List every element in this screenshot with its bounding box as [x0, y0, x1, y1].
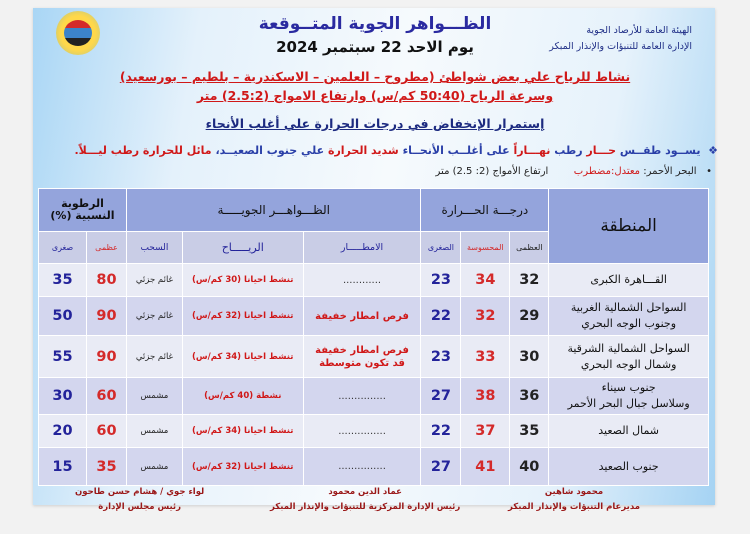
- temperature-trend: إستمرار الإنخفاض في درجات الحرارة علي أغلب الأنحاء: [205, 116, 545, 131]
- wind-cell: تنشط احيانا (32 كم/س): [182, 448, 303, 486]
- wind-cell: تنشط احيانا (34 كم/س): [182, 415, 303, 448]
- temp-min-cell: 27: [421, 448, 461, 486]
- rain-text: ...............: [338, 461, 386, 472]
- clouds-cell: مشمس: [126, 448, 182, 486]
- header-hum-min: صغرى: [39, 232, 87, 264]
- rain-cell: [303, 336, 421, 378]
- clouds-cell: غائم جزئي: [126, 336, 182, 378]
- region-name: السواحل الشمالية الشرقية: [567, 341, 690, 355]
- humidity-min-cell: 55: [39, 336, 87, 378]
- wind-cell: تنشط احيانا (32 كم/س): [182, 297, 303, 336]
- rain-text: قد تكون متوسطة: [319, 357, 405, 369]
- signature-title: مديرعام التنبؤات والإنذار المبكر: [508, 502, 640, 512]
- clouds-cell: مشمس: [126, 378, 182, 415]
- bullet-dot-icon: •: [699, 166, 712, 177]
- summary-day: نهـــاراً: [513, 144, 551, 157]
- temp-max-cell: 32: [510, 264, 549, 297]
- region-cell: [549, 378, 709, 415]
- rain-cell: [303, 264, 421, 297]
- rain-text: ...............: [338, 425, 386, 437]
- summary-text: يســود طقــس: [619, 144, 701, 157]
- rain-text: فرص امطار خفيفة: [315, 344, 409, 356]
- signature-name: محمود شاهين: [544, 487, 604, 497]
- humidity-min-cell: 15: [39, 448, 87, 486]
- org-name: الهيئة العامة للأرصاد الجوية: [586, 25, 692, 36]
- region-name: السواحل الشمالية الغربية: [570, 301, 687, 315]
- temp-min-cell: 23: [421, 264, 461, 297]
- region-name: القـــاهرة الكبرى: [590, 273, 667, 287]
- wind-cell: تنشط احيانا (30 كم/س): [182, 264, 303, 297]
- table-row: [39, 264, 709, 297]
- table-row: [39, 448, 709, 486]
- temp-feels-cell: 37: [461, 415, 510, 448]
- header-hum-max: عظمى: [87, 232, 127, 264]
- table-row: [39, 297, 709, 336]
- rain-cell: [303, 378, 421, 415]
- summary-south: علي جنوب الصعيــد،: [215, 144, 325, 157]
- region-cell: [549, 336, 709, 378]
- header-rain: الامطـــــار: [303, 232, 421, 264]
- summary-night: مائل للحرارة رطب ليـــلاً.: [74, 144, 212, 157]
- header-temp-max: العظمى: [510, 232, 549, 264]
- region-name: وشمال الوجه البحري: [580, 357, 677, 371]
- humidity-max-cell: 80: [87, 264, 127, 297]
- summary-areas: على أغلــب الأنحــاء: [402, 144, 510, 157]
- humidity-max-cell: 60: [87, 378, 127, 415]
- temp-feels-cell: 41: [461, 448, 510, 486]
- wind-cell: تنشط احيانا (34 كم/س): [182, 336, 303, 378]
- table-row: [39, 378, 709, 415]
- header-phenomena: الظـــواهـــر الجويـــــة: [126, 189, 420, 232]
- signature-1: [508, 487, 640, 512]
- summary-very-hot: شديد الحرارة: [327, 144, 399, 157]
- humidity-max-cell: 35: [87, 448, 127, 486]
- humidity-label-2: النسبية (%): [50, 209, 115, 222]
- signature-name: لواء جوي / هشام حسن طاحون: [75, 487, 205, 497]
- signature-2: [270, 487, 460, 512]
- header-clouds: السحب: [126, 232, 182, 264]
- humidity-min-cell: 35: [39, 264, 87, 297]
- temp-max-cell: 29: [510, 297, 549, 336]
- rain-cell: [303, 415, 421, 448]
- temp-max-cell: 35: [510, 415, 549, 448]
- humidity-label-1: الرطوبة: [61, 196, 104, 210]
- red-sea-label: البحر الأحمر:: [643, 166, 697, 177]
- region-name: جنوب الصعيد: [598, 459, 659, 473]
- temp-min-cell: 23: [421, 336, 461, 378]
- header-region: المنطقة: [549, 189, 709, 264]
- rain-text: ............: [342, 274, 382, 286]
- temp-min-cell: 22: [421, 415, 461, 448]
- wind-warning-line2: وسرعة الرياح (50:40 كم/س) وارتفاع الامواج (2.5:2) متر: [196, 88, 554, 103]
- red-sea-status: [436, 166, 712, 177]
- temp-feels-cell: 38: [461, 378, 510, 415]
- temp-min-cell: 22: [421, 297, 461, 336]
- red-sea-state: معتدل:مضطرب: [573, 166, 641, 177]
- header-temp-feels: المحسوسة: [461, 232, 510, 264]
- signature-title: رئيس مجلس الإدارة: [98, 502, 182, 512]
- weather-summary: [74, 144, 718, 157]
- clouds-cell: غائم جزئي: [126, 297, 182, 336]
- rain-text: فرص امطار خفيفة: [315, 310, 409, 322]
- region-name: وجنوب الوجه البحري: [581, 317, 677, 330]
- region-cell: [549, 264, 709, 297]
- rain-cell: [303, 297, 421, 336]
- temp-feels-cell: 33: [461, 336, 510, 378]
- header-temp-min: الصغرى: [421, 232, 461, 264]
- region-name: شمال الصعيد: [598, 424, 660, 438]
- temp-max-cell: 36: [510, 378, 549, 415]
- region-cell: [549, 415, 709, 448]
- clouds-cell: مشمس: [126, 415, 182, 448]
- forecast-date: يوم الاحد 22 سبتمبر 2024: [276, 38, 474, 56]
- forecast-table: [38, 188, 709, 486]
- signature-3: [75, 487, 204, 512]
- clouds-cell: غائم جزئي: [126, 264, 182, 297]
- region-name: وسلاسل جبال البحر الأحمر: [567, 397, 690, 410]
- wind-cell: نشطة (40 كم/س): [182, 378, 303, 415]
- region-cell: [549, 448, 709, 486]
- page-title: الظـــواهر الجوية المتــوقعة: [258, 14, 492, 34]
- summary-hot: حـــار: [586, 144, 617, 157]
- wind-warning-line1: نشاط للرياح علي بعض شواطئ (مطروح – العلمين – الاسكندرية – بلطيم – بورسعيد): [119, 69, 631, 84]
- humidity-min-cell: 30: [39, 378, 87, 415]
- temp-max-cell: 30: [510, 336, 549, 378]
- org-department: الإدارة العامة للتنبؤات والإنذار المبكر: [549, 41, 692, 52]
- temp-feels-cell: 34: [461, 264, 510, 297]
- humidity-min-cell: 20: [39, 415, 87, 448]
- table-row: [39, 415, 709, 448]
- signature-title: رئيس الإدارة المركزية للتنبؤات والإنذار المبكر: [270, 502, 461, 512]
- rain-cell: [303, 448, 421, 486]
- table-row: [39, 336, 709, 378]
- signature-name: عماد الدين محمود: [328, 487, 402, 497]
- region-name: جنوب سيناء: [601, 381, 656, 395]
- header-temperature: درجـــة الحـــرارة: [421, 189, 549, 232]
- humidity-min-cell: 50: [39, 297, 87, 336]
- header-wind: الريـــــاح: [182, 232, 303, 264]
- temp-feels-cell: 32: [461, 297, 510, 336]
- rain-text: ...............: [338, 390, 386, 402]
- temp-max-cell: 40: [510, 448, 549, 486]
- header-humidity: [39, 189, 127, 232]
- summary-humid: رطب: [554, 144, 583, 157]
- region-cell: [549, 297, 709, 336]
- humidity-max-cell: 60: [87, 415, 127, 448]
- humidity-max-cell: 90: [87, 297, 127, 336]
- temp-min-cell: 27: [421, 378, 461, 415]
- humidity-max-cell: 90: [87, 336, 127, 378]
- diamond-bullet-icon: ❖: [704, 144, 718, 157]
- red-sea-waves: ارتفاع الأمواج (2: 2.5) متر: [435, 166, 549, 177]
